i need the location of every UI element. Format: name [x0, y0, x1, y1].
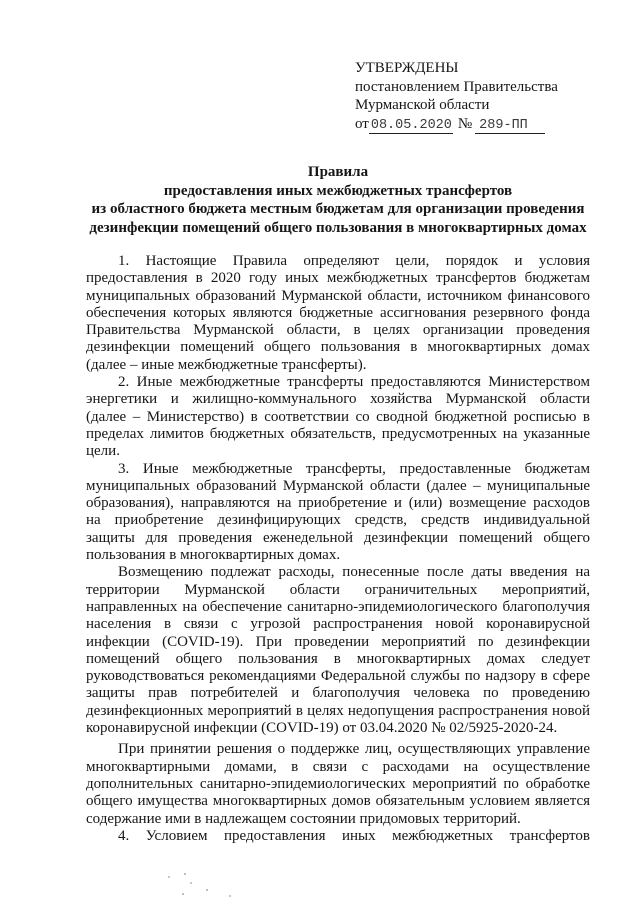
paragraph-line: руководствоваться рекомендациями Федеральной службы по надзору в сфере — [86, 668, 590, 685]
from-label: от — [355, 115, 369, 132]
paragraph-3 — [86, 461, 590, 565]
paragraph-line: помещений общего пользования в многоквартирных домах следует — [86, 650, 590, 667]
paragraph-1 — [86, 253, 590, 374]
paragraph-line: защиты прав потребителей и благополучия человека по проведению — [86, 685, 590, 702]
paragraph-line: При принятии решения о поддержке лиц, осуществляющих управление — [118, 741, 590, 758]
paragraph-line: коронавирусной инфекции (COVID-19) от 03.04.2020 № 02/5925-2020-24. — [86, 720, 558, 737]
paragraph-2 — [86, 374, 590, 460]
scan-speck — [206, 889, 208, 891]
paragraph-line: 4. Условием предоставления иных межбюджетных трансфертов — [118, 827, 590, 844]
scan-speck — [168, 876, 170, 878]
paragraph-line: обеспечения которых являются бюджетные ассигнования резервного фонда — [86, 304, 590, 321]
approval-title: УТВЕРЖДЕНЫ — [355, 60, 459, 76]
paragraph-reimbursement — [86, 564, 590, 737]
paragraph-line: направленных на обеспечение санитарно-эпидемиологического благополучия — [86, 598, 590, 615]
paragraph-decision — [86, 741, 590, 827]
scan-speck — [229, 895, 231, 897]
approval-date: 08.05.2020 — [370, 117, 452, 133]
paragraph-line: цели. — [86, 443, 120, 460]
paragraph-line: территории Мурманской области ограничительных мероприятий, — [86, 581, 590, 598]
paragraph-line: населения в связи с угрозой распространения новой коронавирусной — [86, 616, 590, 633]
paragraph-line: муниципальных образований Мурманской области (далее – муниципальные — [86, 477, 590, 494]
title-line: предоставления иных межбюджетных трансфертов — [163, 182, 513, 199]
approval-date-line — [355, 115, 558, 134]
paragraph-line: Возмещению подлежат расходы, понесенные после даты введения на — [118, 564, 590, 581]
paragraph-4 — [86, 828, 590, 845]
paragraph-line: многоквартирными домами, в связи с расходами на осуществление — [86, 758, 590, 775]
title-line: дезинфекции помещений общего пользования в многоквартирных домах — [89, 219, 587, 236]
paragraph-line: энергетики и жилищно-коммунального хозяйства Мурманской области — [86, 391, 590, 408]
paragraph-line: 1. Настоящие Правила определяют цели, порядок и условия — [118, 253, 590, 269]
number-label: № — [457, 115, 473, 132]
document-title — [86, 163, 590, 237]
title-heading: Правила — [307, 164, 369, 180]
paragraph-line: защиты для проведения еженедельной дезинфекции помещений общего — [86, 529, 590, 546]
paragraph-line: Правительства Мурманской области, в целях организации проведения — [86, 322, 590, 339]
paragraph-line: содержание ими в надлежащем состоянии придомовых территорий. — [86, 810, 521, 827]
approval-line: постановлением Правительства — [355, 78, 558, 95]
scan-speck — [190, 882, 192, 884]
scan-speck — [182, 893, 184, 895]
paragraph-line: общего имущества многоквартирных домов обязательным условием является — [86, 793, 590, 810]
title-line: из областного бюджета местным бюджетам для организации проведения — [91, 201, 585, 217]
document-body — [86, 253, 590, 845]
paragraph-line: дезинфекционных мероприятий в целях недопущения распространения новой — [86, 702, 590, 719]
paragraph-line: образования), направляются на приобретение и (или) возмещение расходов — [86, 495, 590, 512]
approval-number: 289-ПП — [475, 118, 545, 134]
paragraph-line: 2. Иные межбюджетные трансферты предоставляются Министерством — [118, 374, 590, 391]
approval-block — [355, 59, 558, 134]
paragraph-line: на приобретение дезинфицирующих средств, средств индивидуальной — [86, 512, 590, 529]
paragraph-line: 3. Иные межбюджетные трансферты, предоставленные бюджетам — [118, 460, 590, 477]
paragraph-line: муниципальных образований Мурманской области, источником финансового — [86, 287, 590, 304]
paragraph-line: пользования в многоквартирных домах. — [86, 547, 341, 564]
paragraph-line: (далее – иные межбюджетные трансферты). — [86, 356, 367, 373]
scan-speck — [184, 873, 186, 875]
paragraph-line: предоставления в 2020 году иных межбюджетных трансфертов бюджетам — [86, 270, 590, 287]
paragraph-line: (далее – Министерство) в соответствии со сводной бюджетной росписью в — [86, 408, 590, 425]
approval-line: Мурманской области — [355, 97, 490, 113]
paragraph-line: дополнительных санитарно-эпидемиологических мероприятий по обработке — [86, 775, 590, 792]
paragraph-line: инфекции (COVID-19). При проведении мероприятий по дезинфекции — [86, 633, 590, 650]
paragraph-line: дезинфекции помещений общего пользования в многоквартирных домах — [86, 339, 590, 356]
paragraph-line: пределах лимитов бюджетных обязательств, предусмотренных на указанные — [86, 425, 590, 442]
